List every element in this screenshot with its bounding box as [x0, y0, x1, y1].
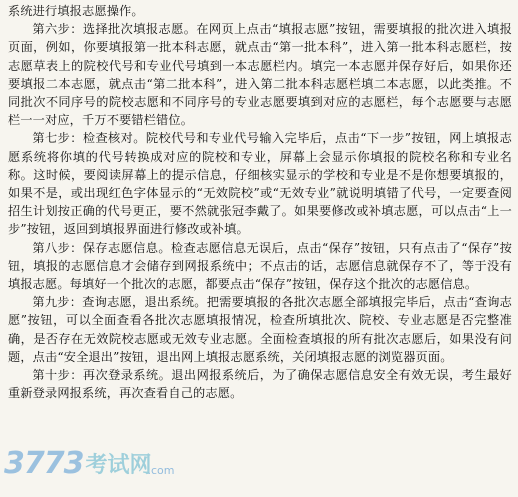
watermark-suffix: .com: [147, 464, 175, 477]
paragraph-step-9: 第九步：查询志愿，退出系统。把需要填报的各批次志愿全部填报完毕后，点击“查询志愿”按钮，可以全面查看各批次志愿填报情况，检查所填批次、院校、专业志愿是否完整准确，是否存在无效院校志愿或无效专业志愿。全面检查填报的所有批次志愿后，如果没有问题，点击“安全退出”按钮，退出网上填报志愿系统，关闭填报志愿的浏览器页面。: [8, 295, 512, 364]
paragraph-step-7: 第七步：检查核对。院校代号和专业代号输入完毕后，点击“下一步”按钮，网上填报志愿系统将你填的代号转换成对应的院校和专业，屏幕上会显示你填报的院校名称和专业名称。这时候，要阅读屏幕上的提示信息，仔细核实显示的学校和专业是不是你想要填报的，如果不是，或出现红色字体显示的“无效院校”或“无效专业”就说明填错了代号，一定要查阅招生计划按正确的代号更正，要不然就张冠李戴了。如果要修改或补填志愿，可以点击“上一步”按钮，返回到填报界面进行修改或补填。: [8, 131, 512, 237]
paragraph-step-6: 第六步：选择批次填报志愿。在网页上点击“填报志愿”按钮，需要填报的批次进入填报页面，例如，你要填报第一批本科志愿，就点击“第一批本科”，进入第一批本科志愿栏，按志愿草表上的院校代号和专业代号填到一本志愿栏内。填完一本志愿并保存好后，如果你还要填报二本志愿，就点击“第二批本科”，进入第二批本科志愿栏填二本志愿，以此类推。不同批次不同序号的院校志愿和不同序号的专业志愿要填到对应的志愿栏，每个志愿要与志愿栏一一对应，千万不要错栏错位。: [8, 22, 512, 128]
watermark-digits: 3773: [4, 446, 84, 481]
paragraph-step-8: 第八步：保存志愿信息。检查志愿信息无误后，点击“保存”按钮，只有点击了“保存”按钮，填报的志愿信息才会储存到网报系统中；不点击的话，志愿信息就保存不了，等于没有填报志愿。每填好一个批次的志愿，都要点击“保存”按钮，保存这个批次的志愿信息。: [8, 240, 512, 292]
paragraph-intro: 系统进行填报志愿操作。: [8, 4, 144, 18]
paragraph-step-10: 第十步：再次登录系统。退出网报系统后，为了确保志愿信息安全有效无误，考生最好重新登录网报系统，再次查看自己的志愿。: [8, 368, 512, 401]
watermark-chinese-text: 考试网: [85, 453, 152, 478]
